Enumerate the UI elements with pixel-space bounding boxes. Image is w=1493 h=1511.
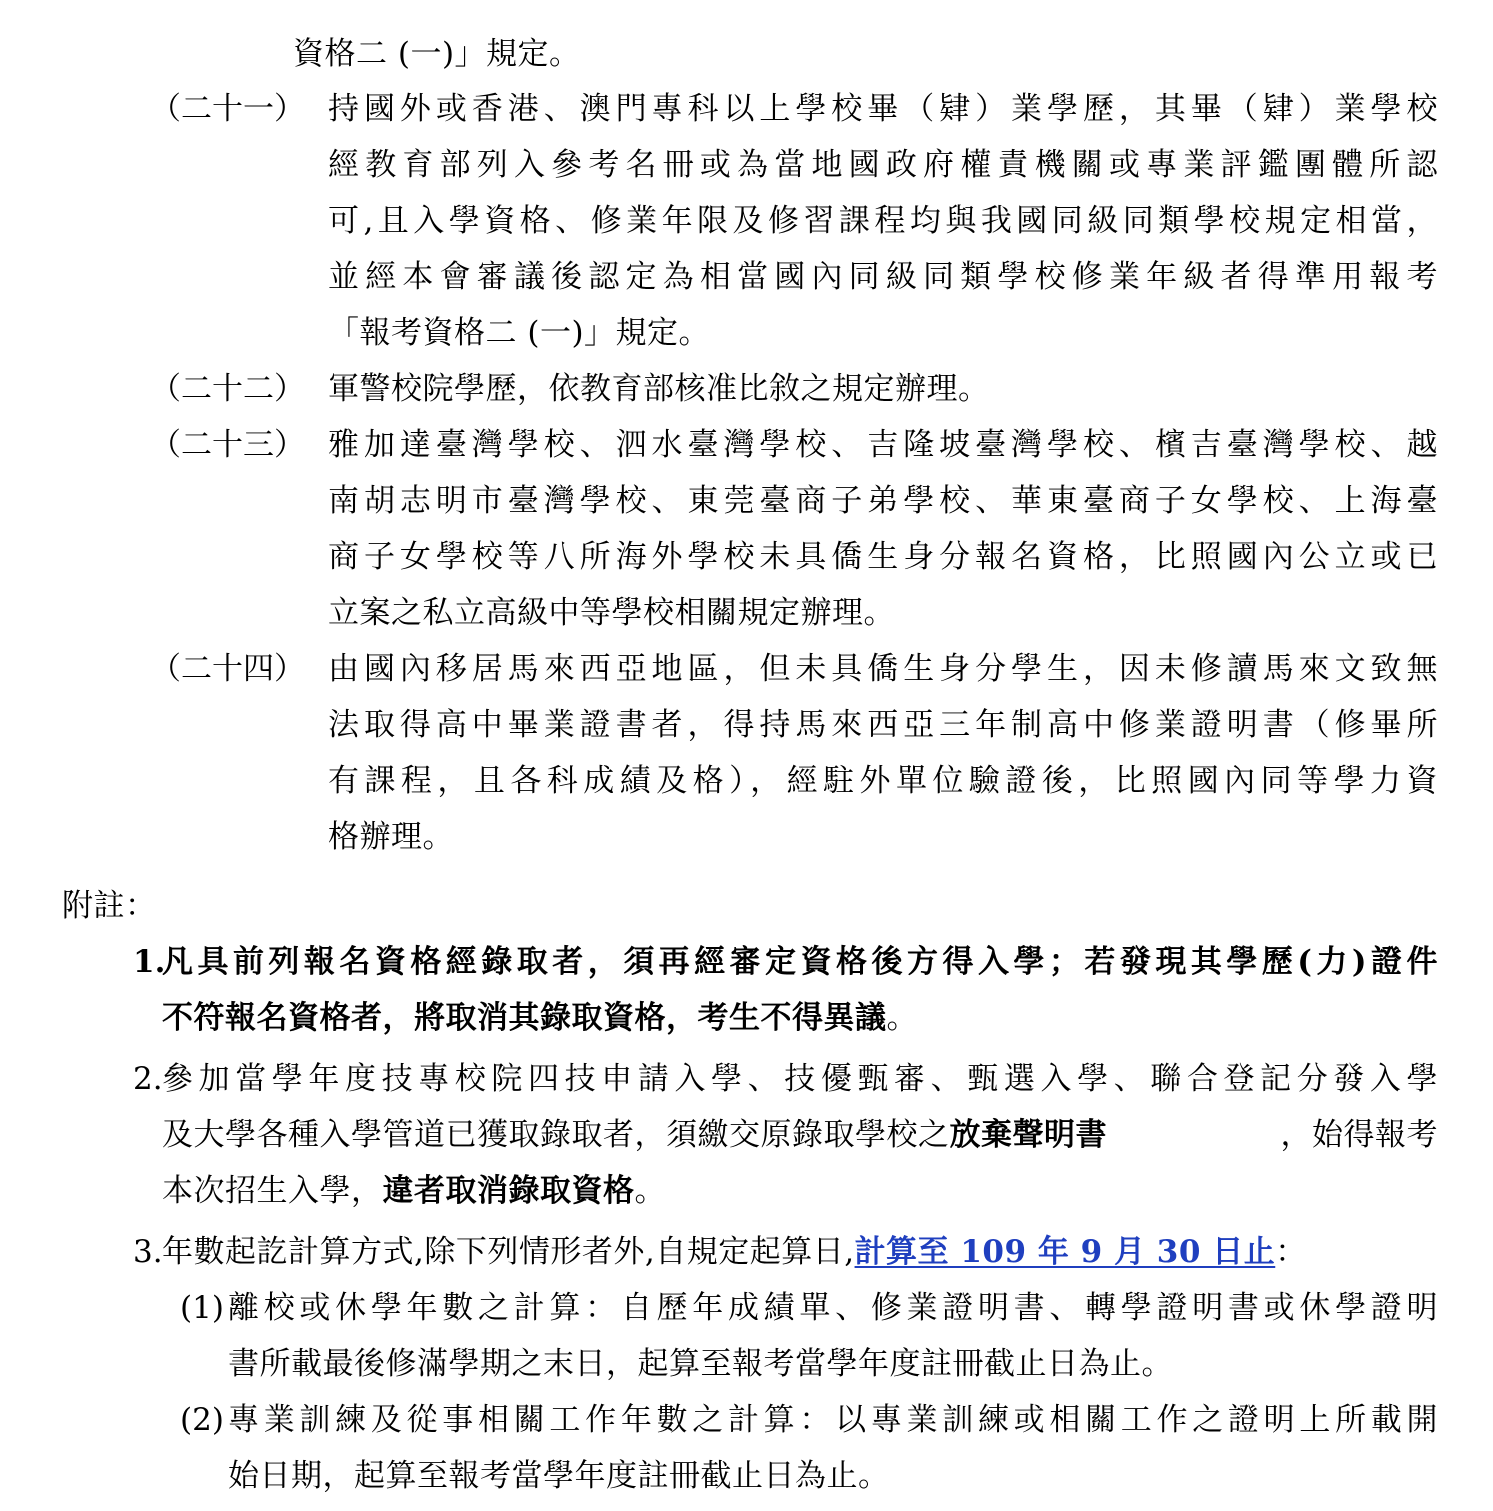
note-3-line-1-end: ： (1275, 1234, 1307, 1270)
note-2-line-2 (162, 1115, 1438, 1155)
item-24-line-2: 法取得高中畢業證書者，得持馬來西亞三年制高中修業證明書（修畢所 (328, 707, 1438, 743)
item-24-line-4: 格辦理。 (328, 819, 454, 855)
note-1-number: 1. (133, 944, 166, 980)
item-number-22: （二十二） (150, 371, 305, 407)
note-3-line-1-a: 年數起訖計算方式,除下列情形者外,自規定起算日, (162, 1234, 855, 1270)
note-2-line-2-text (162, 1115, 1107, 1155)
item-23-line-4: 立案之私立高級中等學校相關規定辦理。 (328, 595, 895, 631)
sub-1-line-1: 離校或休學年數之計算：自歷年成績單、修業證明書、轉學證明書或休學證明 (228, 1290, 1438, 1326)
note-1-bold-text: 不符報名資格者，將取消其錄取資格，考生不得異議 (162, 1000, 887, 1036)
item-21-line-4: 並經本會審議後認定為相當國內同級同類學校修業年級者得準用報考 (328, 259, 1438, 295)
sub-2-number: (2) (180, 1402, 224, 1438)
item-24-line-3: 有課程，且各科成績及格），經駐外單位驗證後，比照國內同等學力資 (328, 763, 1438, 799)
deadline-link[interactable]: 計算至 109 年 9 月 30 日止 (854, 1234, 1276, 1270)
note-2-line-2-a: 及大學各種入學管道已獲取錄取者，須繳交原錄取學校之 (162, 1117, 950, 1153)
item-23-line-2: 南胡志明市臺灣學校、東莞臺商子弟學校、華東臺商子女學校、上海臺 (328, 483, 1438, 519)
item-24-line-1: 由國內移居馬來西亞地區，但未具僑生身分學生，因未修讀馬來文致無 (328, 651, 1438, 687)
note-2-line-3-a: 本次招生入學， (162, 1173, 383, 1209)
item-21-line-3: 可,且入學資格、修業年限及修習課程均與我國同級同類學校規定相當， (328, 203, 1438, 239)
item-23-line-1: 雅加達臺灣學校、泗水臺灣學校、吉隆坡臺灣學校、檳吉臺灣學校、越 (328, 427, 1438, 463)
item-number-23: （二十三） (150, 427, 305, 463)
note-1-line-2-end: 。 (886, 1000, 918, 1036)
sub-2-line-2: 始日期，起算至報考當學年度註冊截止日為止。 (228, 1458, 890, 1494)
waiver-statement-bold: 放棄聲明書 (949, 1117, 1107, 1153)
sub-1-line-2: 書所載最後修滿學期之末日，起算至報考當學年度註冊截止日為止。 (228, 1346, 1173, 1382)
note-3-line-1 (162, 1232, 1307, 1272)
item-21-line-1: 持國外或香港、澳門專科以上學校畢（肄）業學歷，其畢（肄）業學校 (328, 91, 1438, 127)
notes-heading: 附註： (62, 888, 157, 924)
note-2-line-3-end: 。 (634, 1173, 666, 1209)
item-21-line-5: 「報考資格二 (一)」規定。 (328, 315, 711, 351)
note-2-line-1: 參加當學年度技專校院四技申請入學、技優甄審、甄選入學、聯合登記分發入學 (162, 1061, 1438, 1097)
item-23-line-3: 商子女學校等八所海外學校未具僑生身分報名資格，比照國內公立或已 (328, 539, 1438, 575)
note-2-line-3 (162, 1171, 666, 1211)
item-22-line-1: 軍警校院學歷，依教育部核准比敘之規定辦理。 (328, 371, 990, 407)
sub-1-number: (1) (180, 1290, 224, 1326)
item-number-24: （二十四） (150, 651, 305, 687)
continuation-line: 資格二 (一)」規定。 (293, 36, 581, 72)
note-2-line-2-b: ，始得報考 (1280, 1117, 1438, 1153)
note-3-number: 3. (133, 1234, 163, 1270)
note-1-line-1: 凡具前列報名資格經錄取者，須再經審定資格後方得入學；若發現其學歷(力)證件 (162, 944, 1438, 980)
sub-2-line-1: 專業訓練及從事相關工作年數之計算：以專業訓練或相關工作之證明上所載開 (228, 1402, 1438, 1438)
note-2-number: 2. (133, 1061, 163, 1097)
item-number-21: （二十一） (150, 91, 305, 127)
cancel-admission-bold: 違者取消錄取資格 (382, 1173, 635, 1209)
item-21-line-2: 經教育部列入參考名冊或為當地國政府權責機關或專業評鑑團體所認 (328, 147, 1438, 183)
note-1-line-2 (162, 998, 918, 1038)
